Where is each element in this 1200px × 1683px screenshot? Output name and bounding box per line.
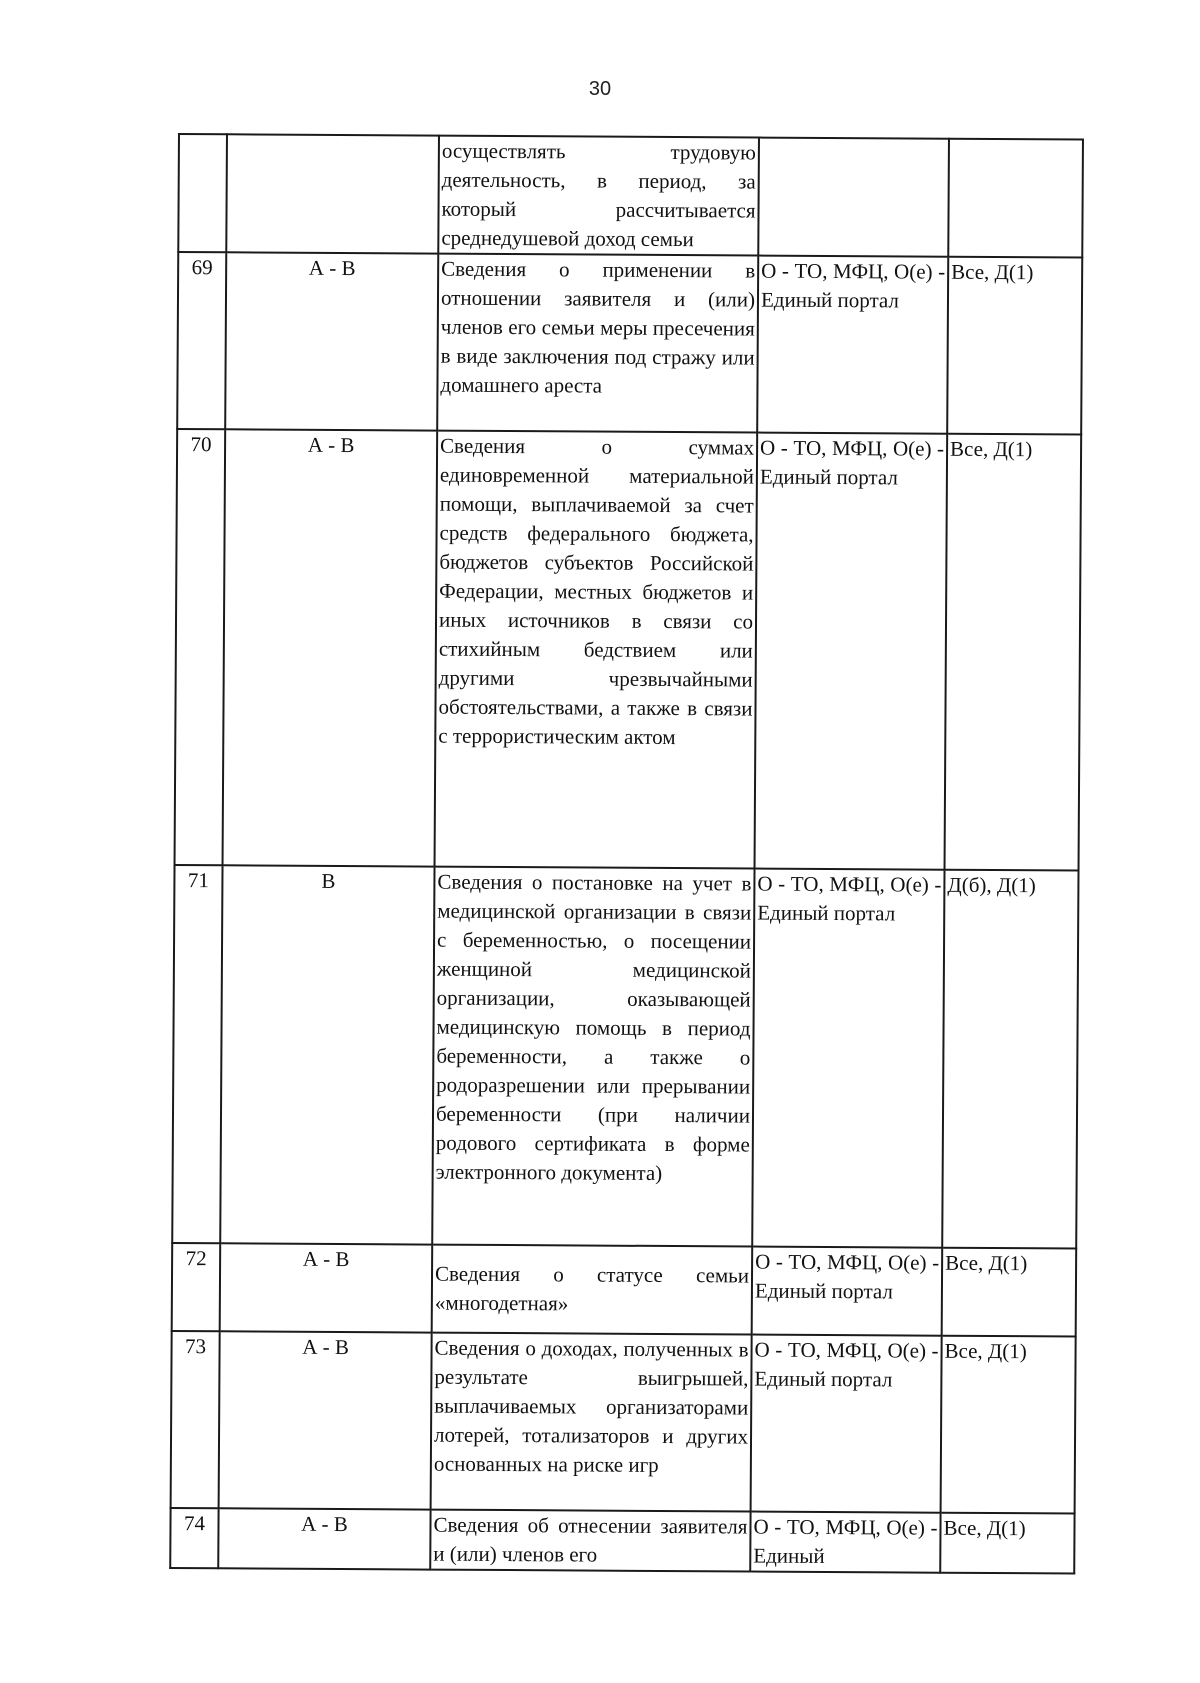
condition-cell: Д(б), Д(1) (942, 870, 1078, 1249)
description-cell: осуществлять трудовую деятельность, в период, за который рассчитывается среднедушевой доход семьи (438, 136, 759, 256)
condition-cell: Все, Д(1) (940, 1513, 1074, 1574)
condition-cell: Все, Д(1) (945, 434, 1082, 871)
description-cell: Сведения о постановке на учет в медицинской организации в связи с беременностью, о посещении женщиной медицинской организации, оказывающей медицинскую помощь в период беременности, а также о родоразрешении или прерывании беременности (при наличии родового сертификата в форме электронного документа) (432, 867, 754, 1247)
source-cell: О - ТО, МФЦ, О(е) - Единый (750, 1512, 940, 1573)
category-cell: А - В (218, 1508, 430, 1569)
category-cell: А - В (225, 252, 438, 430)
description-cell: Сведения о статусе семьи «многодетная» (432, 1245, 753, 1335)
condition-cell (948, 139, 1083, 258)
category-cell (226, 134, 439, 253)
table-row (172, 1243, 1077, 1337)
row-number-cell (178, 134, 227, 252)
condition-cell: Все, Д(1) (941, 1336, 1076, 1514)
table-row (172, 865, 1078, 1249)
row-number-cell: 72 (172, 1243, 221, 1331)
source-cell (758, 138, 949, 257)
category-cell: А - В (220, 1243, 433, 1332)
condition-cell: Все, Д(1) (942, 1248, 1077, 1337)
category-cell: А - В (219, 1331, 432, 1509)
category-cell: В (220, 865, 434, 1244)
condition-cell: Все, Д(1) (947, 257, 1082, 435)
description-cell: Сведения о применении в отношении заявителя и (или) членов его семьи меры пресечения в виде заключения под стражу или домашнего ареста (437, 254, 758, 433)
table-row (171, 1331, 1076, 1514)
source-cell: О - ТО, МФЦ, О(е) - Единый портал (751, 1335, 942, 1513)
row-number-cell: 70 (175, 429, 226, 865)
row-number-cell: 74 (170, 1508, 218, 1568)
source-cell: О - ТО, МФЦ, О(е) - Единый портал (757, 256, 948, 434)
row-number-cell: 69 (177, 252, 226, 429)
table-row (170, 1508, 1074, 1574)
source-cell: О - ТО, МФЦ, О(е) - Единый портал (755, 433, 948, 870)
description-cell: Сведения о суммах единовременной материальной помощи, выплачиваемой за счет средств федерального бюджета, бюджетов субъектов Российской Федерации, местных бюджетов и иных источников в связи со стихийным бедствием или другими чрезвычайными обстоятельствами, а также в связи с террористическим актом (435, 431, 758, 869)
row-number-cell: 73 (171, 1331, 220, 1508)
page-number: 30 (588, 78, 612, 100)
description-cell: Сведения о доходах, полученных в результате выигрышей, выплачиваемых организаторами лотерей, тотализаторов и других основанных на риске игр (431, 1333, 752, 1512)
source-cell: О - ТО, МФЦ, О(е) - Единый портал (752, 869, 944, 1248)
documents-table (169, 133, 1084, 1575)
row-number-cell: 71 (172, 865, 222, 1243)
table-row (178, 134, 1083, 258)
table-row (175, 429, 1082, 871)
description-cell: Сведения об отнесении заявителя и (или) членов его (430, 1510, 750, 1572)
table-row (177, 252, 1082, 435)
category-cell: А - В (223, 429, 438, 866)
source-cell: О - ТО, МФЦ, О(е) - Единый портал (752, 1247, 943, 1336)
